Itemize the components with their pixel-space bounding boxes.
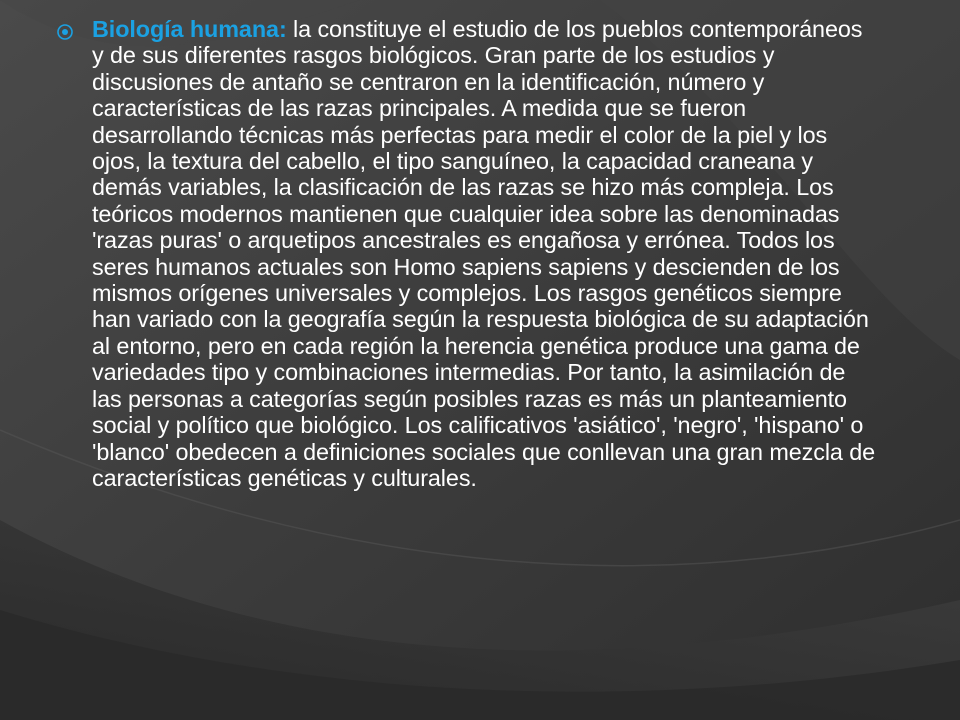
bullet-item bbox=[56, 16, 876, 491]
circled-dot-icon bbox=[56, 23, 74, 41]
term-label: Biología humana: bbox=[92, 16, 287, 42]
slide-content bbox=[56, 16, 876, 491]
body-text: la constituye el estudio de los pueblos contemporáneos y de sus diferentes rasgos biológicos. Gran parte de los estudios y discusiones de antaño se centraron en la identificación, número y características de las razas principales. A medida que se fueron desarrollando técnicas más perfectas para medir el color de la piel y los ojos, la textura del cabello, el tipo sanguíneo, la capacidad craneana y demás variables, la clasificación de las razas se hizo más compleja. Los teóricos modernos mantienen que cualquier idea sobre las denominadas 'razas puras' o arquetipos ancestrales es engañosa y errónea. Todos los seres humanos actuales son Homo sapiens sapiens y descienden de los mismos orígenes universales y complejos. Los rasgos genéticos siempre han variado con la geografía según la respuesta biológica de su adaptación al entorno, pero en cada región la herencia genética produce una gama de variedades tipo y combinaciones intermedias. Por tanto, la asimilación de las personas a categorías según posibles razas es más un planteamiento social y político que biológico. Los calificativos 'asiático', 'negro', 'hispano' o 'blanco' obedecen a definiciones sociales que conllevan una gran mezcla de características genéticas y culturales. bbox=[92, 16, 876, 491]
bullet-paragraph bbox=[92, 16, 876, 491]
